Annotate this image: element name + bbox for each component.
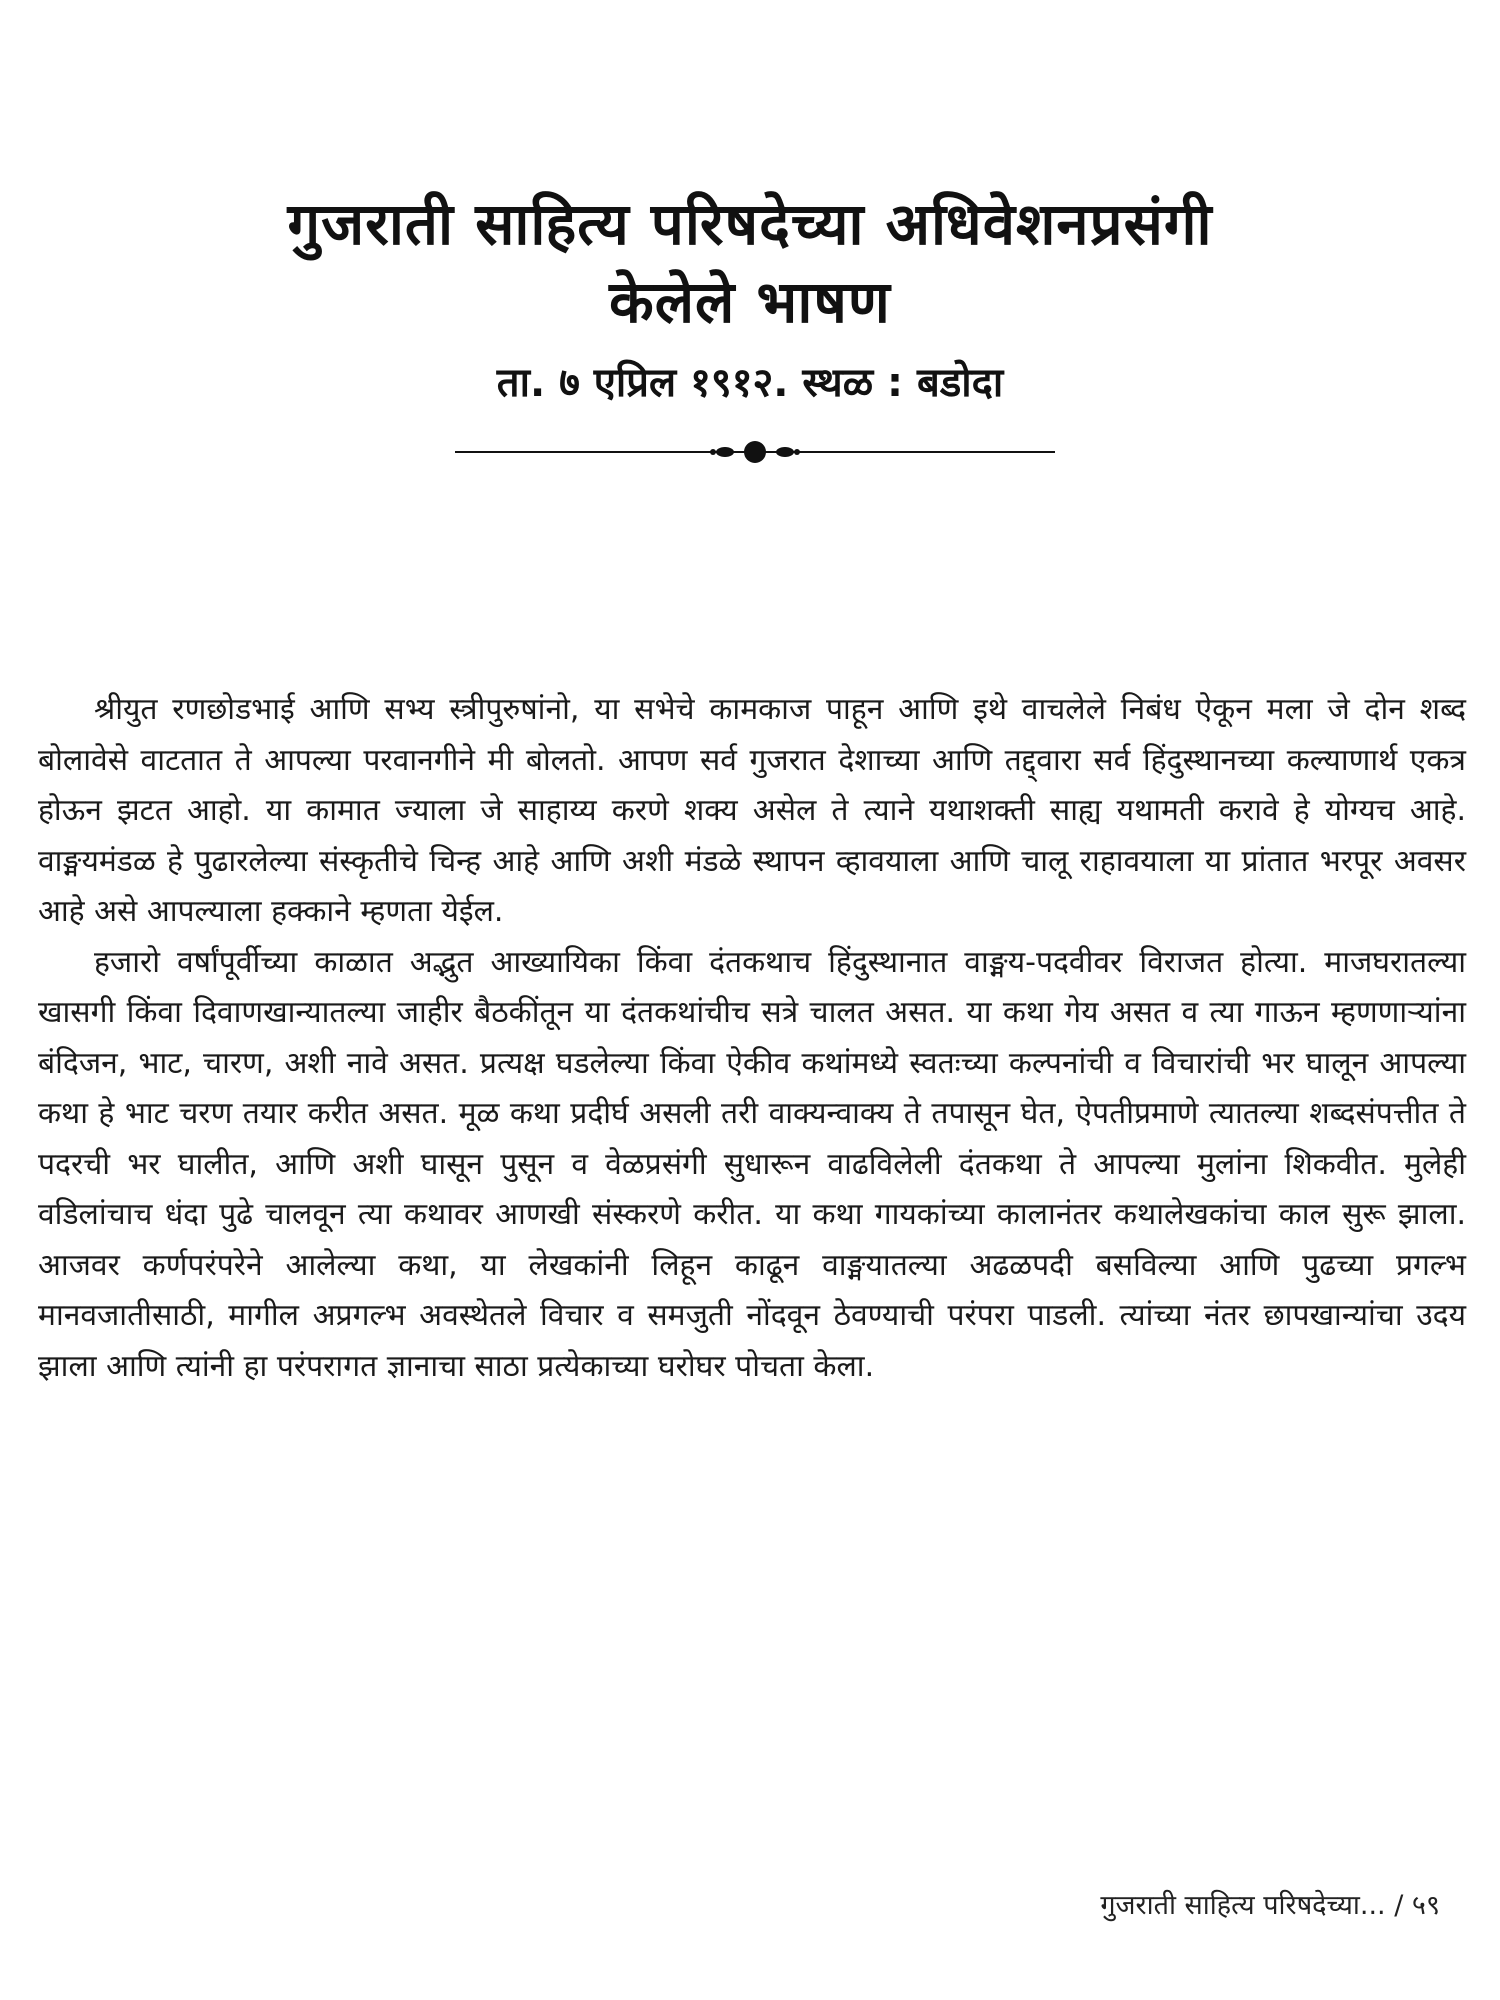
- page-number: ५९: [1411, 1890, 1440, 1921]
- running-title: गुजराती साहित्य परिषदेच्या...: [1100, 1890, 1386, 1921]
- page-title-line-2: केलेले भाषण: [609, 268, 891, 336]
- footer-separator: /: [1394, 1890, 1404, 1921]
- heading-block: [100, 185, 1400, 411]
- page-footer: [1100, 1888, 1440, 1924]
- date-place-subtitle: ता. ७ एप्रिल १९१२. स्थळ : बडोदा: [496, 360, 1004, 406]
- page-title-line-1: गुजराती साहित्य परिषदेच्या अधिवेशनप्रसंगी: [287, 190, 1213, 258]
- body-paragraph-1: श्रीयुत रणछोडभाई आणि सभ्य स्त्रीपुरुषांनो, या सभेचे कामकाज पाहून आणि इथे वाचलेले निबंध ऐकून मला जे दोन शब्द बोलावेसे वाटतात ते आपल्या परवानगीने मी बोलतो. आपण सर्व गुजरात देशाच्या आणि तद्द्वारा सर्व हिंदुस्थानच्या कल्याणार्थ एकत्र होऊन झटत आहो. या कामात ज्याला जे साहाय्य करणे शक्य असेल ते त्याने यथाशक्ती साह्य यथामती करावे हे योग्यच आहे. वाङ्मयमंडळ हे पुढारलेल्या संस्कृतीचे चिन्ह आहे आणि अशी मंडळे स्थापन व्हावयाला आणि चालू राहावयाला या प्रांतात भरपूर अवसर आहे असे आपल्याला हक्काने म्हणता येईल.: [38, 692, 1466, 929]
- body-paragraph-2: हजारो वर्षांपूर्वीच्या काळात अद्भुत आख्यायिका किंवा दंतकथाच हिंदुस्थानात वाङ्मय-पदवीवर विराजत होत्या. माजघरातल्या खासगी किंवा दिवाणखान्यातल्या जाहीर बैठकींतून या दंतकथांचीच सत्रे चालत असत. या कथा गेय असत व त्या गाऊन म्हणणाऱ्यांना बंदिजन, भाट, चारण, अशी नावे असत. प्रत्यक्ष घडलेल्या किंवा ऐकीव कथांमध्ये स्वतःच्या कल्पनांची व विचारांची भर घालून आपल्या कथा हे भाट चरण तयार करीत असत. मूळ कथा प्रदीर्घ असली तरी वाक्यन्वाक्य ते तपासून घेत, ऐपतीप्रमाणे त्यातल्या शब्दसंपत्तीत ते पदरची भर घालीत, आणि अशी घासून पुसून व वेळप्रसंगी सुधारून वाढविलेली दंतकथा ते आपल्या मुलांना शिकवीत. मुलेही वडिलांचाच धंदा पुढे चालवून त्या कथावर आणखी संस्करणे करीत. या कथा गायकांच्या कालानंतर कथालेखकांचा काल सुरू झाला. आजवर कर्णपरंपरेने आलेल्या कथा, या लेखकांनी लिहून काढून वाङ्मयातल्या अढळपदी बसविल्या आणि पुढच्या प्रगल्भ मानवजातीसाठी, मागील अप्रगल्भ अवस्थेतले विचार व समजुती नोंदवून ठेवण्याची परंपरा पाडली. त्यांच्या नंतर छापखान्यांचा उदय झाला आणि त्यांनी हा परंपरागत ज्ञानाचा साठा प्रत्येकाच्या घरोघर पोचता केला.: [38, 944, 1466, 1384]
- ornamental-divider-icon: [455, 440, 1055, 464]
- speech-body: [38, 685, 1466, 1392]
